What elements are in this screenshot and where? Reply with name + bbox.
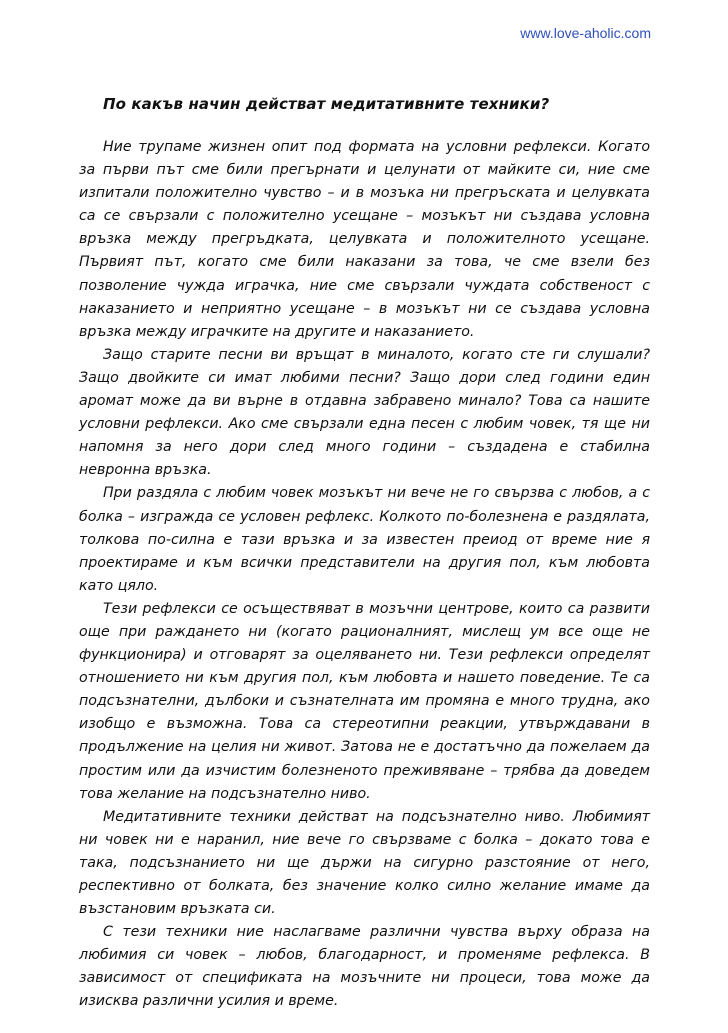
article-body — [79, 136, 650, 1014]
site-url-link[interactable]: www.love-aholic.com — [520, 25, 651, 41]
paragraph-conditioned-reflexes: Ние трупаме жизнен опит под формата на условни рефлекси. Когато за първи път сме били прегърнати и целунати от майките си, ние сме изпитали положително чувство – и в мозъка ни прегръската и целувката са се свързали с положително усещане – мозъкът ни създава условна връзка между прегръдката, целувката и положителното усещане. Първият път, когато сме били наказани за това, че сме взели без позволение чужда играчка, ние сме свързали чуждата собственост с наказанието и неприятно усещане – в мозъкът ни се създава условна връзка между играчките на другите и наказанието. — [79, 139, 650, 340]
paragraph-brain-centers: Тези рефлекси се осъществяват в мозъчни центрове, които са развити още при раждането ни (когато рационалният, мислещ ум все още не функционира) и отговарят за оцеляването ни. Тези рефлекси определят отношението ни към другия пол, към любовта и нашето поведение. Те са подсъзнателни, дълбоки и съзнателната им промяна е много трудна, ако изобщо е възможна. Това са стереотипни реакции, утвърждавани в продължение на целия ни живот. Затова не е достатъчно да пожелаем да простим или да изчистим болезненото преживяване – трябва да доведем това желание на подсъзнателно ниво. — [79, 600, 650, 802]
paragraph-breakup: При раздяла с любим човек мозъкът ни вече не го свързва с любов, а с болка – изгражда се условен рефлекс. Колкото по-болезнена е раздялата, толкова по-силна е тази връзка и за известен преиод от време ние я проектираме и към всички представители на другия пол, към любовта като цяло. — [79, 485, 650, 594]
paragraph-changing-reflex: С тези техники ние наслагваме различни чувства върху образа на любимия си човек – любов, благодарност, и променяме рефлекса. В зависимост от спецификата на мозъчните ни процеси, това може да изисква различни усилия и време. — [79, 924, 650, 1010]
paragraph-meditative-techniques: Медитативните техники действат на подсъзнателно ниво. Любимият ни човек ни е наранил, ние вече го свързваме с болка – докато това е така, подсъзнанието ни ще държи на сигурно разстояние от него, респективно от болката, без значение колко силно желание имаме да възстановим връзката си. — [79, 808, 650, 918]
page-title: По какъв начин действат медитативните техники? — [103, 95, 550, 113]
paragraph-old-songs: Защо старите песни ви връщат в миналото, когато сте ги слушали? Защо двойките си имат любими песни? Защо дори след години един аромат може да ви върне в отдавна забравено минало? Това са нашите условни рефлекси. Ако сме свързали една песен с любим човек, тя ще ни напомня за него дори след много години – създадена е стабилна невронна връзка. — [79, 346, 650, 479]
